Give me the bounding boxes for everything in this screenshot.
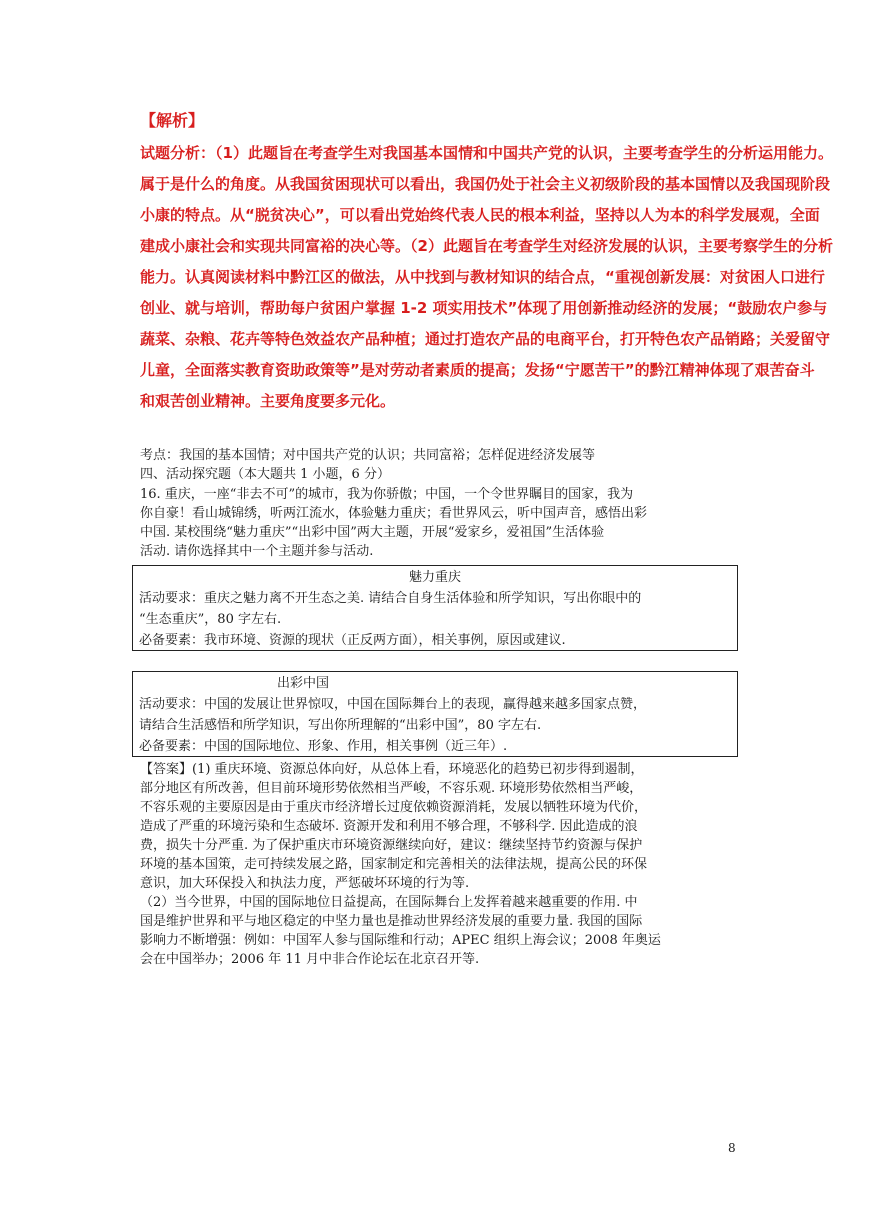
question-line: 16. 重庆，一座“非去不可”的城市，我为你骄傲；中国，一个令世界瞩目的国家，我为 bbox=[140, 487, 634, 502]
analysis-line: 建成小康社会和实现共同富裕的决心等。（2）此题旨在考查学生对经济发展的认识，主要考察学生的分析 bbox=[140, 237, 833, 255]
analysis-line: 小康的特点。从“脱贫决心”，可以看出党始终代表人民的根本利益，坚持以人为本的科学发展观，全面 bbox=[140, 206, 820, 224]
box-title: 魅力重庆 bbox=[408, 570, 461, 585]
question-line: 你自豪！看山城锦绣，听两江流水，体验魅力重庆；看世界风云，听中国声音，感悟出彩 bbox=[140, 506, 648, 521]
theme-box-outstanding-china bbox=[132, 671, 738, 757]
section-heading: 四、活动探究题（本大题共 1 小题，6 分） bbox=[140, 467, 390, 482]
answer-line: （2）当今世界，中国的国际地位日益提高，在国际舞台上发挥着越来越重要的作用. 中 bbox=[140, 895, 638, 910]
analysis-line: 属于是什么的角度。从我国贫困现状可以看出，我国仍处于社会主义初级阶段的基本国情以及我国现阶段 bbox=[140, 175, 831, 193]
analysis-heading: 【解析】 bbox=[140, 111, 205, 130]
analysis-paragraph bbox=[140, 138, 862, 417]
answer-line: 意识，加大环保投入和执法力度，严惩破坏环境的行为等. bbox=[140, 876, 470, 891]
box-line: 活动要求：重庆之魅力离不开生态之美. 请结合自身生活体验和所学知识，写出你眼中的 bbox=[139, 591, 642, 606]
box-line: “生态重庆”，80 字左右. bbox=[139, 612, 282, 627]
box-line: 活动要求：中国的发展让世界惊叹，中国在国际舞台上的表现，赢得越来越多国家点赞， bbox=[139, 697, 647, 712]
answer-line: 环境的基本国策，走可持续发展之路，国家制定和完善相关的法律法规，提高公民的环保 bbox=[140, 857, 648, 872]
box-line: 必备要素：中国的国际地位、形象、作用，相关事例（近三年）. bbox=[139, 739, 508, 754]
analysis-line: 创业、就与培训，帮助每户贫困户掌握 1-2 项实用技术”体现了用创新推动经济的发展；“鼓励农户参与 bbox=[140, 299, 828, 317]
answer-line: 国是维护世界和平与地区稳定的中坚力量也是推动世界经济发展的重要力量. 我国的国际 bbox=[140, 914, 643, 929]
answer-line: 【答案】(1) 重庆环境、资源总体向好，从总体上看，环境恶化的趋势已初步得到遏制， bbox=[140, 762, 644, 777]
box-line: 必备要素：我市环境、资源的现状（正反两方面），相关事例，原因或建议. bbox=[139, 633, 566, 648]
page-number: 8 bbox=[728, 1141, 736, 1155]
answer-line: 费，损失十分严重. 为了保护重庆市环境资源继续向好，建议：继续坚持节约资源与保护 bbox=[140, 838, 643, 853]
answer-line: 部分地区有所改善，但目前环境形势依然相当严峻，不容乐观. 环境形势依然相当严峻， bbox=[140, 781, 643, 796]
answer-section bbox=[140, 760, 740, 969]
analysis-line: 儿童，全面落实教育资助政策等”是对劳动者素质的提高；发扬“宁愿苦干”的黔江精神体现了艰苦奋斗 bbox=[140, 361, 815, 379]
analysis-line: 蔬菜、杂粮、花卉等特色效益农产品种植；通过打造农产品的电商平台，打开特色农产品销路；关爱留守 bbox=[140, 330, 831, 348]
answer-line: 会在中国举办；2006 年 11 月中非合作论坛在北京召开等. bbox=[140, 952, 480, 967]
question-line: 中国. 某校围绕“魅力重庆”“出彩中国”两大主题，开展“爱家乡，爱祖国”生活体验 bbox=[140, 525, 605, 540]
theme-box-charming-chongqing bbox=[132, 565, 738, 651]
answer-line: 造成了严重的环境污染和生态破坏. 资源开发和利用不够合理，不够科学. 因此造成的浪 bbox=[140, 819, 638, 834]
box-title: 出彩中国 bbox=[277, 676, 330, 691]
box-line: 请结合生活感悟和所学知识，写出你所理解的“出彩中国”，80 字左右. bbox=[139, 718, 542, 733]
question-16 bbox=[140, 485, 740, 561]
exam-points: 考点：我国的基本国情；对中国共产党的认识；共同富裕；怎样促进经济发展等 bbox=[140, 448, 596, 463]
answer-line: 影响力不断增强：例如：中国军人参与国际维和行动；APEC 组织上海会议；2008 年奥运 bbox=[140, 933, 661, 948]
answer-line: 不容乐观的主要原因是由于重庆市经济增长过度依赖资源消耗，发展以牺牲环境为代价， bbox=[140, 800, 648, 815]
analysis-line: 能力。认真阅读材料中黔江区的做法，从中找到与教材知识的结合点，“重视创新发展：对贫困人口进行 bbox=[140, 268, 825, 286]
analysis-line: 试题分析：（1）此题旨在考查学生对我国基本国情和中国共产党的认识，主要考查学生的分析运用能力。 bbox=[140, 144, 833, 162]
question-line: 活动. 请你选择其中一个主题并参与活动. bbox=[140, 544, 374, 559]
analysis-line: 和艰苦创业精神。主要角度要多元化。 bbox=[140, 392, 396, 410]
